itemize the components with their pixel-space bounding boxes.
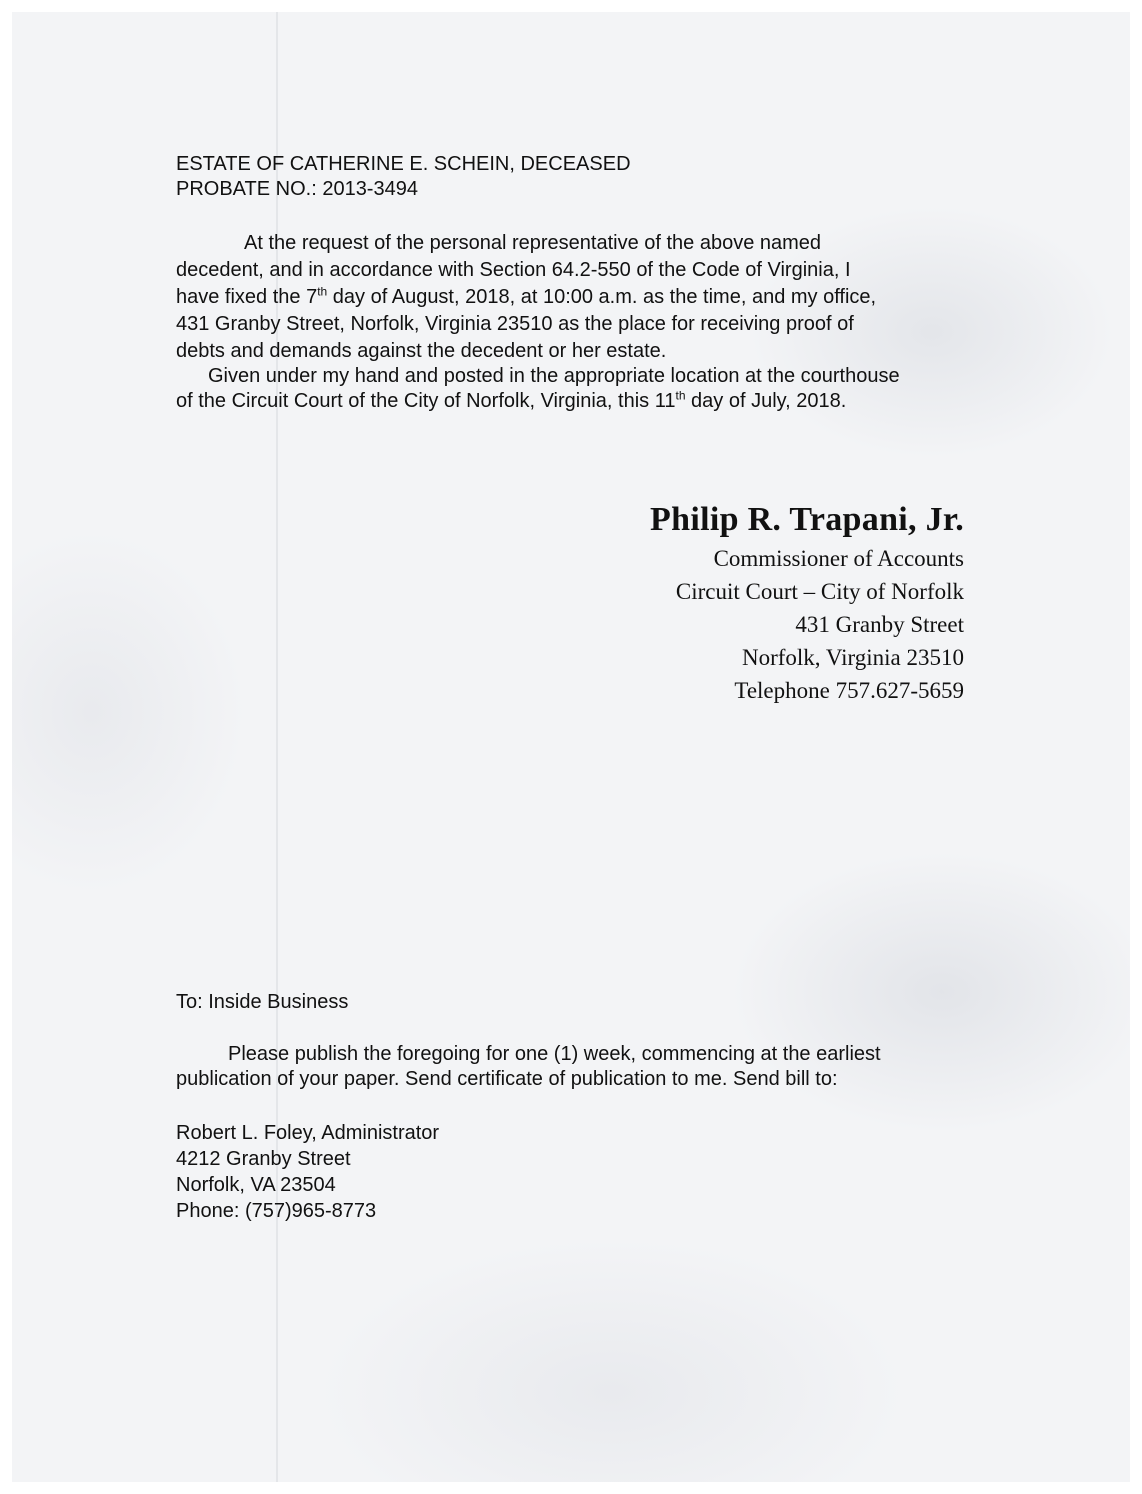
paragraph-1-line-5: debts and demands against the decedent or her estate. (176, 340, 667, 362)
recipient-line: To: Inside Business (176, 991, 349, 1013)
bill-to-block (176, 1120, 439, 1224)
notice-paragraph-1 (176, 230, 988, 365)
line-3-post: day of August, 2018, at 10:00 a.m. as the time, and my office, (327, 286, 877, 308)
paragraph-2-line-1: Given under my hand and posted in the appropriate location at the courthouse (208, 365, 900, 387)
ordinal-suffix: th (317, 284, 328, 299)
notice-heading (176, 152, 631, 202)
ordinal-suffix: th (675, 388, 686, 403)
bill-to-street: 4212 Granby Street (176, 1148, 351, 1170)
bill-to-phone: Phone: (757)965-8773 (176, 1200, 377, 1222)
signer-phone: Telephone 757.627-5659 (734, 678, 964, 703)
signer-city: Norfolk, Virginia 23510 (741, 645, 964, 670)
paragraph-2-line-2 (176, 389, 990, 414)
publish-instructions (176, 1042, 976, 1092)
notice-paragraph-2 (176, 364, 990, 414)
signer-name: Philip R. Trapani, Jr. (650, 501, 964, 538)
line-2-pre: of the Circuit Court of the City of Norfolk, Virginia, this 11 (176, 390, 676, 412)
publish-line-1: Please publish the foregoing for one (1) week, commencing at the earliest (228, 1043, 881, 1065)
probate-number: PROBATE NO.: 2013-3494 (176, 178, 418, 200)
line-3-pre: have fixed the 7 (176, 286, 318, 308)
bill-to-city: Norfolk, VA 23504 (176, 1174, 336, 1196)
paragraph-1-line-4: 431 Granby Street, Norfolk, Virginia 23510 as the place for receiving proof of (176, 313, 854, 335)
line-2-post: day of July, 2018. (685, 390, 847, 412)
signer-title: Commissioner of Accounts (713, 546, 964, 571)
signer-street: 431 Granby Street (795, 612, 964, 637)
paragraph-1-line-1: At the request of the personal representative of the above named (244, 232, 822, 254)
paragraph-1-line-3 (176, 284, 988, 311)
signature-block (650, 498, 964, 707)
bill-to-name: Robert L. Foley, Administrator (176, 1122, 440, 1144)
signer-court: Circuit Court – City of Norfolk (675, 579, 964, 604)
publish-line-2: publication of your paper. Send certificate of publication to me. Send bill to: (176, 1068, 838, 1090)
paragraph-1-line-2: decedent, and in accordance with Section 64.2-550 of the Code of Virginia, I (176, 259, 851, 281)
estate-title: ESTATE OF CATHERINE E. SCHEIN, DECEASED (176, 153, 631, 175)
